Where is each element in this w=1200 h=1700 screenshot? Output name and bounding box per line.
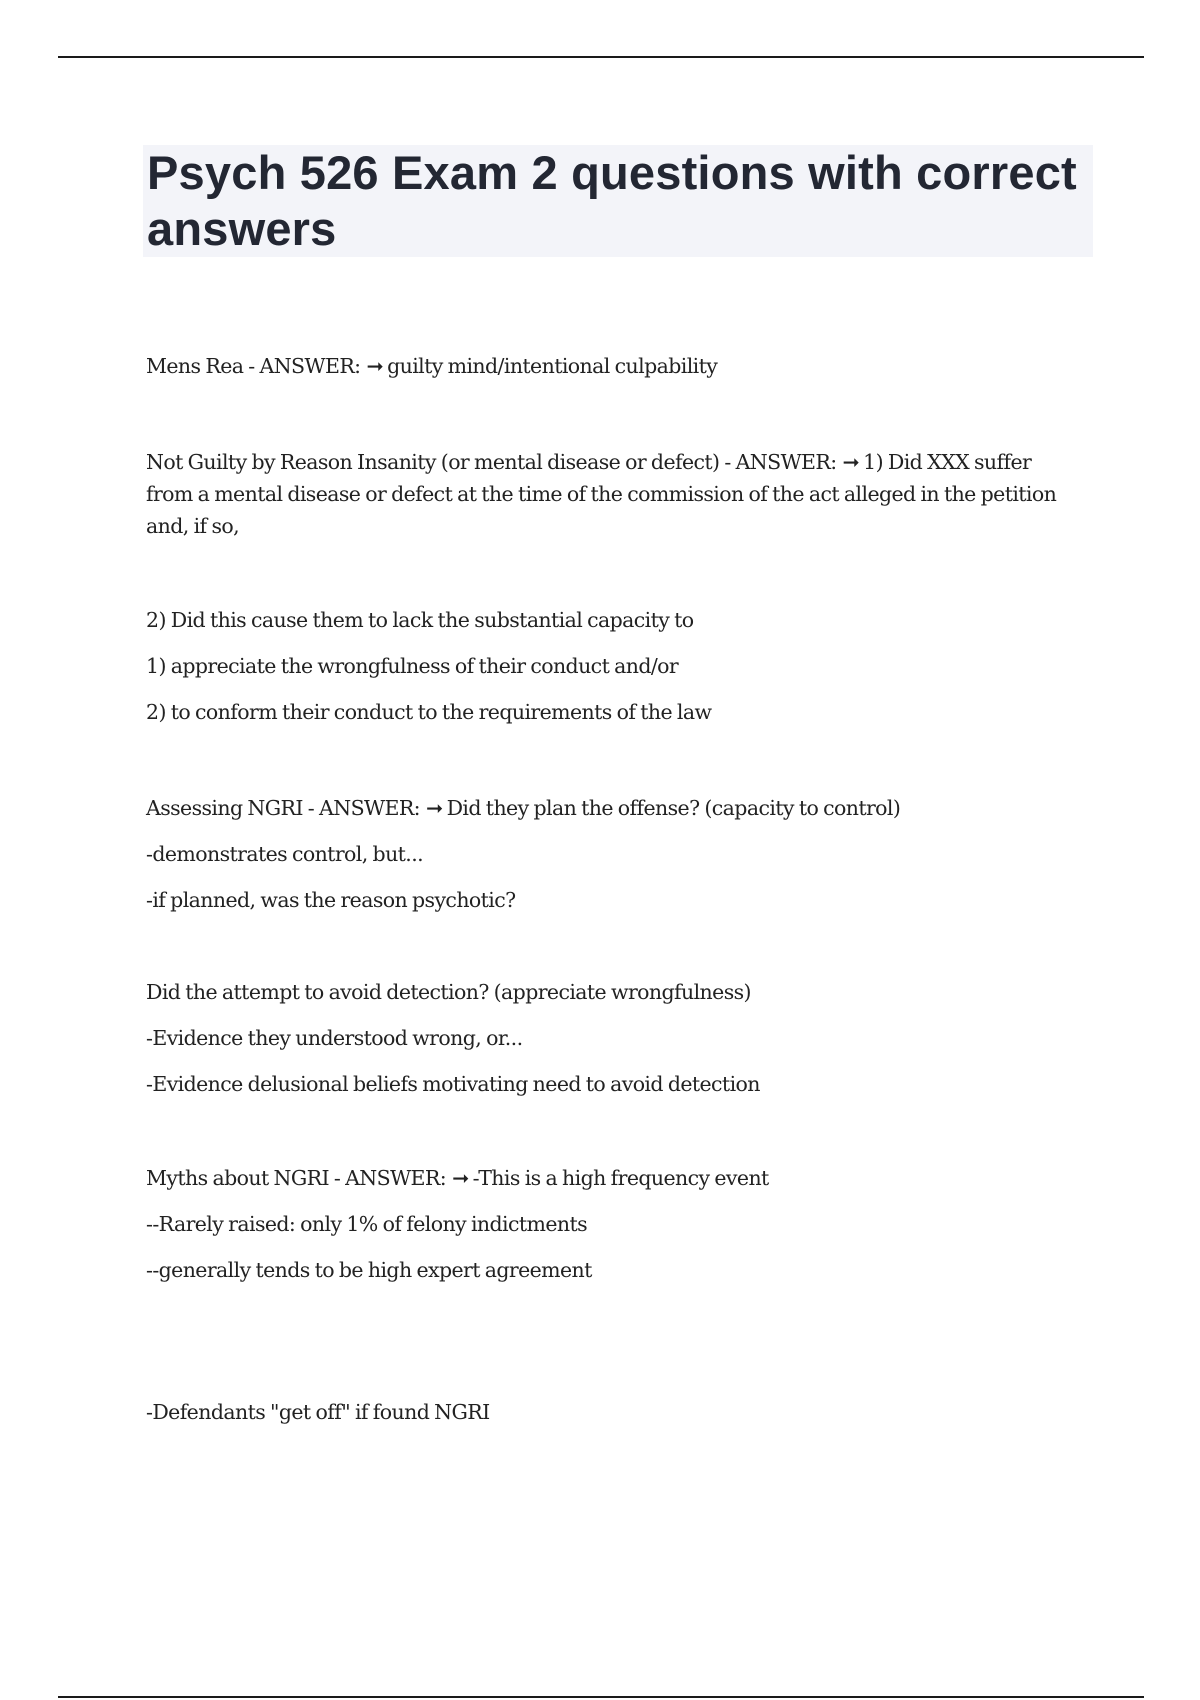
answer-line: -demonstrates control, but... [146, 842, 424, 866]
bottom-rule [58, 1696, 1144, 1698]
answer-line: 2) to conform their conduct to the requirements of the law [146, 700, 712, 724]
qa-entry-myths-ngri [146, 1162, 1076, 1194]
qa-entry-assessing-ngri [146, 792, 1076, 824]
answer-line: -Defendants "get off" if found NGRI [146, 1400, 490, 1424]
qa-entry-mens-rea [146, 350, 1076, 382]
answer-text: 1) Did XXX suffer from a mental disease or defect at the time of the commission of the act alleged in the petition and, if so, [146, 450, 1057, 538]
answer-line: --Rarely raised: only 1% of felony indictments [146, 1212, 588, 1236]
answer-text: guilty mind/intentional culpability [387, 354, 718, 378]
arrow-icon: ➞ [452, 1166, 469, 1190]
top-rule [58, 56, 1144, 58]
arrow-icon: ➞ [842, 450, 860, 474]
answer-text: Did they plan the offense? (capacity to control) [446, 796, 901, 820]
arrow-icon: ➞ [366, 354, 384, 378]
answer-line: Did the attempt to avoid detection? (appreciate wrongfulness) [146, 980, 751, 1004]
arrow-icon: ➞ [426, 796, 443, 820]
question-term: Myths about NGRI - ANSWER: [146, 1166, 447, 1190]
question-term: Mens Rea - ANSWER: [146, 354, 361, 378]
answer-line: -Evidence they understood wrong, or... [146, 1026, 523, 1050]
page-title: Psych 526 Exam 2 questions with correct answers [147, 146, 1077, 255]
answer-line: -Evidence delusional beliefs motivating need to avoid detection [146, 1072, 760, 1096]
answer-text: -This is a high frequency event [472, 1166, 769, 1190]
answer-line: 2) Did this cause them to lack the substantial capacity to [146, 608, 694, 632]
question-term: Assessing NGRI - ANSWER: [146, 796, 420, 820]
qa-content [146, 350, 1076, 1428]
qa-entry-ngri [146, 446, 1076, 542]
question-term: Not Guilty by Reason Insanity (or mental disease or defect) - ANSWER: [146, 450, 837, 474]
answer-line: --generally tends to be high expert agreement [146, 1258, 592, 1282]
answer-line: -if planned, was the reason psychotic? [146, 888, 516, 912]
title-banner [143, 145, 1093, 257]
answer-line: 1) appreciate the wrongfulness of their conduct and/or [146, 654, 679, 678]
